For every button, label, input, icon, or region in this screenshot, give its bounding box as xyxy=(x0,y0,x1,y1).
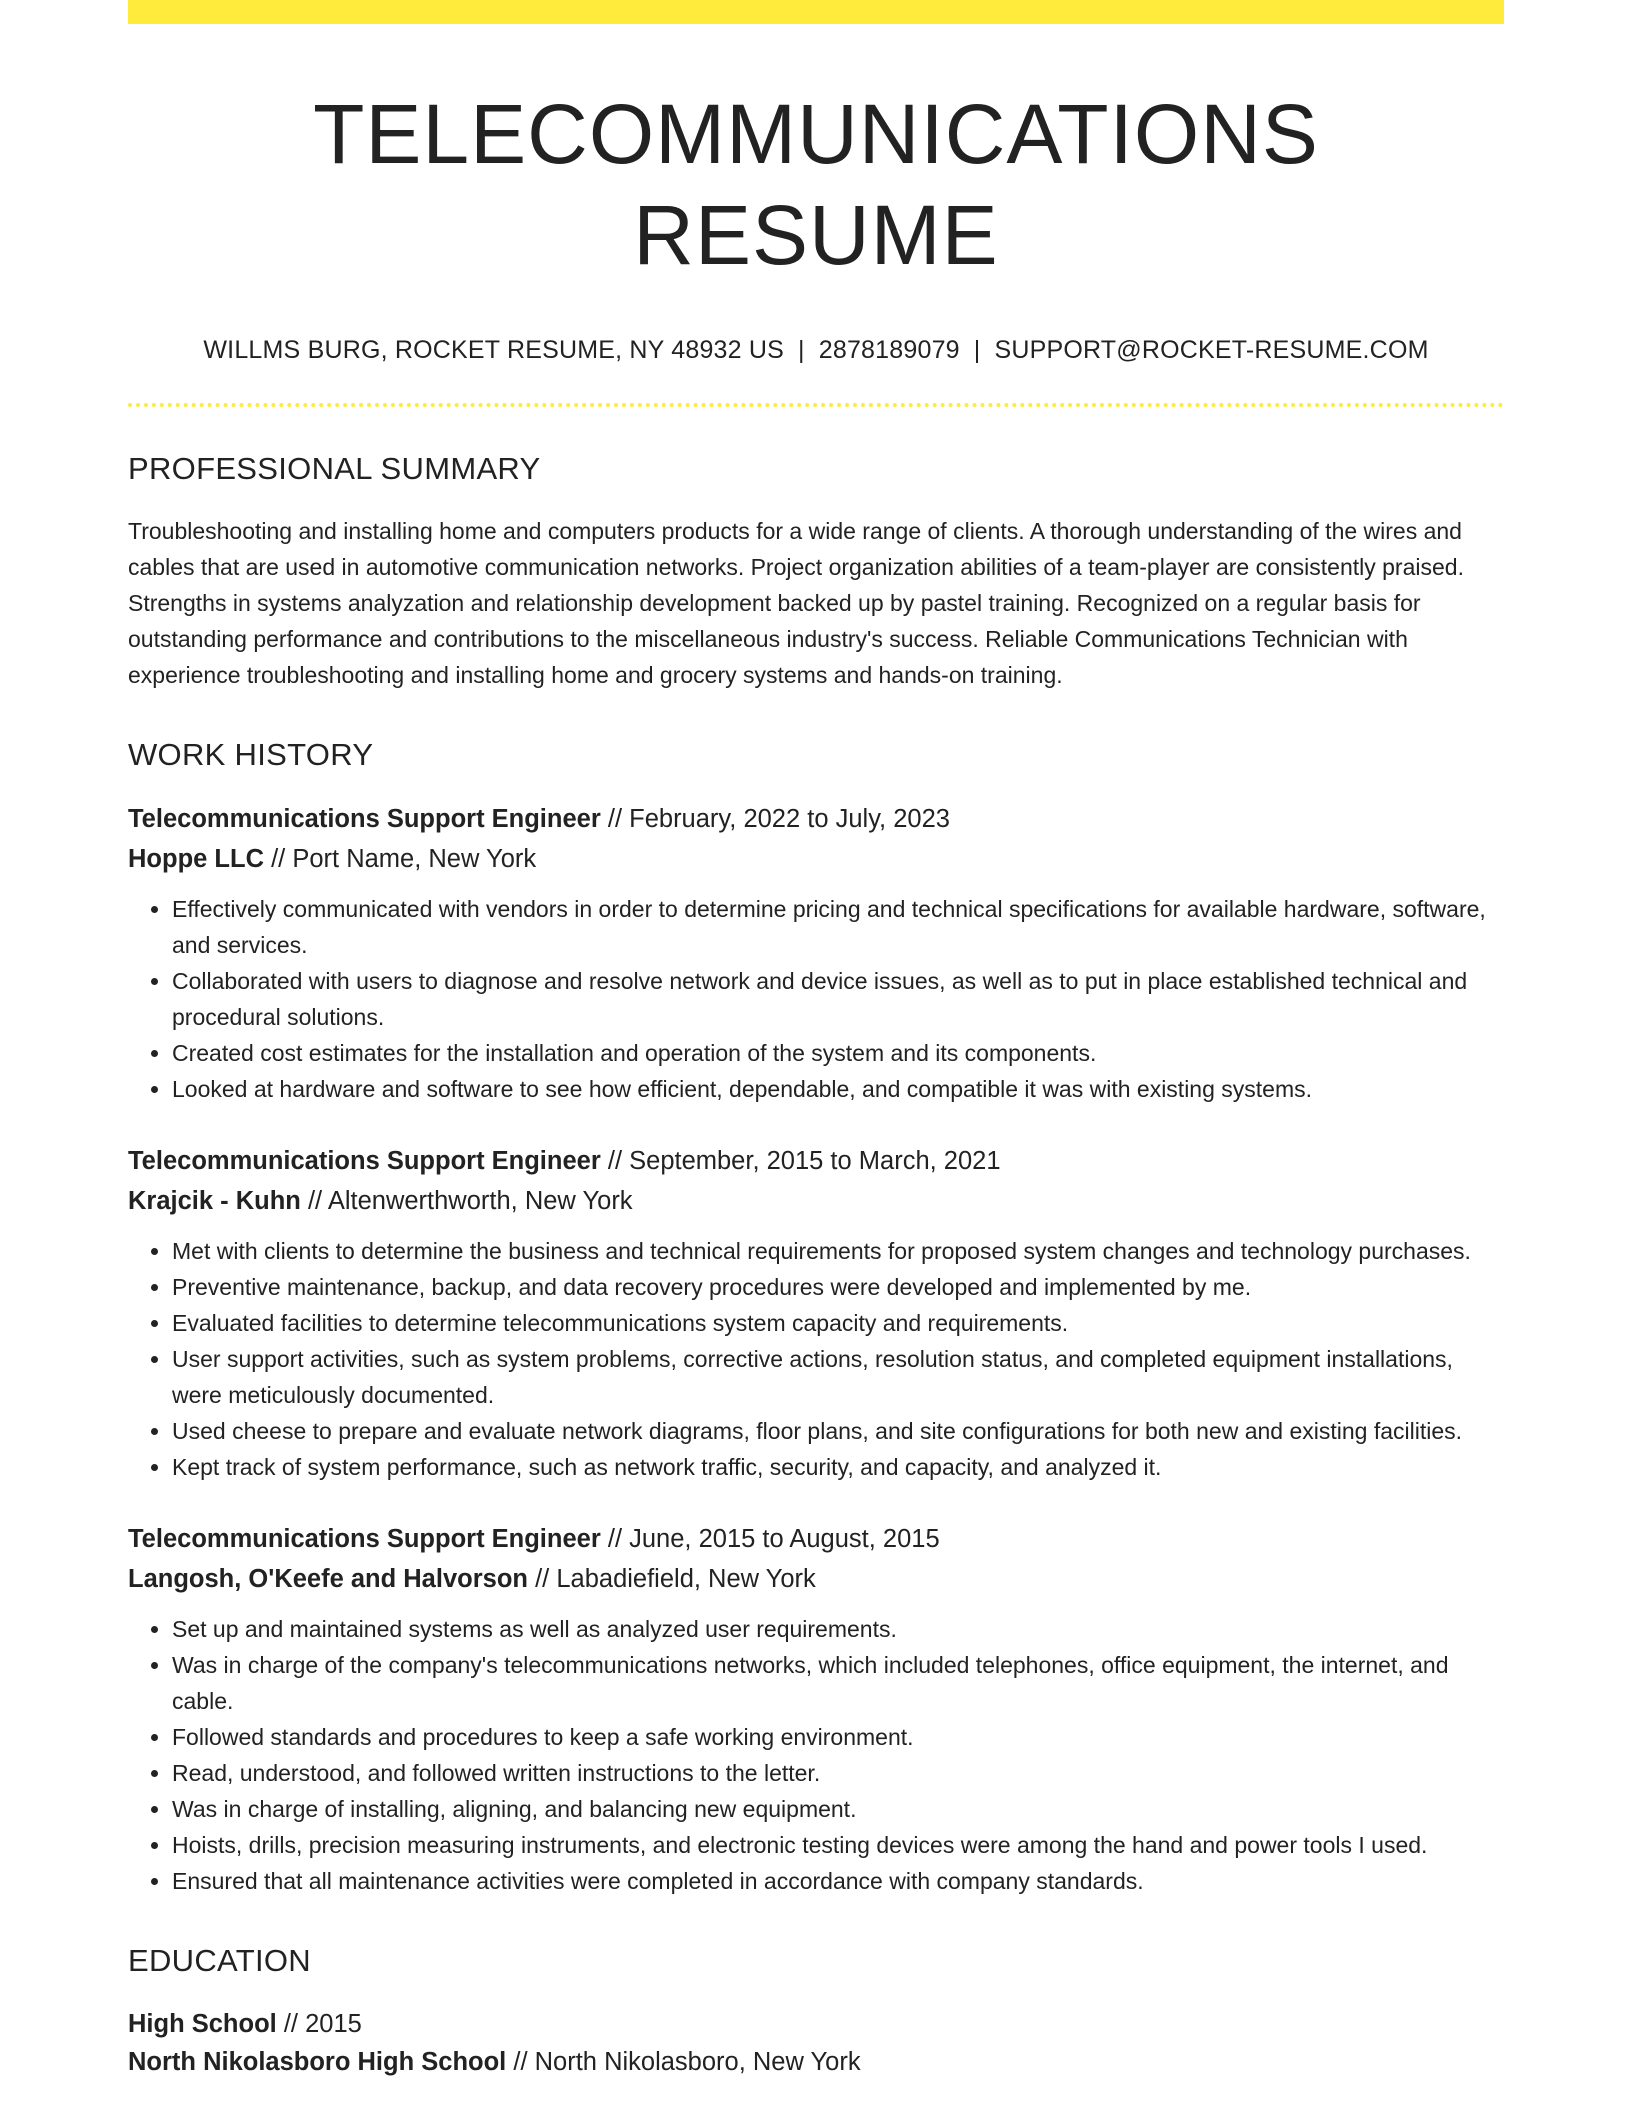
summary-heading: PROFESSIONAL SUMMARY xyxy=(128,450,541,486)
contact-separator: | xyxy=(973,335,981,364)
resume-page xyxy=(128,0,1504,2081)
job-separator: // xyxy=(271,844,286,873)
list-item: • User support activities, such as system problems, corrective actions, resolution status, and completed equipment installations, were meticulously documented. xyxy=(172,1341,1504,1413)
job-title-line xyxy=(128,1141,1504,1181)
work-history-list xyxy=(128,799,1504,1899)
job-entry xyxy=(128,1519,1504,1899)
job-separator: // xyxy=(607,1146,623,1175)
list-item: • Effectively communicated with vendors in order to determine pricing and technical specifications for available hardware, software, and services. xyxy=(172,891,1504,963)
job-company-line xyxy=(128,1181,1504,1221)
education-degree: High School xyxy=(128,2009,277,2038)
list-item: • Hoists, drills, precision measuring instruments, and electronic testing devices were among the hand and power tools I used. xyxy=(172,1827,1504,1863)
job-bullet-list xyxy=(128,1611,1504,1899)
job-bullet-list xyxy=(128,1233,1504,1485)
education-school-line xyxy=(128,2043,1504,2081)
education-school: North Nikolasboro High School xyxy=(128,2047,507,2076)
education-year: 2015 xyxy=(305,2009,362,2038)
contact-email: SUPPORT@ROCKET-RESUME.COM xyxy=(994,335,1429,364)
list-item: • Met with clients to determine the business and technical requirements for proposed system changes and technology purchases. xyxy=(172,1233,1504,1269)
job-title-line xyxy=(128,799,1504,839)
list-item: • Looked at hardware and software to see how efficient, dependable, and compatible it was with existing systems. xyxy=(172,1071,1504,1107)
job-title: Telecommunications Support Engineer xyxy=(128,804,601,833)
work-history-heading: WORK HISTORY xyxy=(128,736,374,772)
page-title: TELECOMMUNICATIONS RESUME xyxy=(313,87,1319,282)
job-location: Port Name, New York xyxy=(292,844,537,873)
job-dates: February, 2022 to July, 2023 xyxy=(629,804,950,833)
list-item: • Kept track of system performance, such as network traffic, security, and capacity, and analyzed it. xyxy=(172,1449,1504,1485)
summary-text: Troubleshooting and installing home and computers products for a wide range of clients. A thorough understanding of the wires and cables that are used in automotive communication networks. Project organization abilities of a team-player are consistently praised. Strengths in systems analyzation and relationship development backed up by pastel training. Recognized on a regular basis for outstanding performance and contributions to the miscellaneous industry's success. Reliable Communications Technician with experience troubleshooting and installing home and grocery systems and hands-on training. xyxy=(128,517,1464,688)
job-location: Labadiefield, New York xyxy=(556,1564,816,1593)
dotted-divider xyxy=(128,403,1504,407)
job-title-line xyxy=(128,1519,1504,1559)
job-separator: // xyxy=(607,1524,623,1553)
education-degree-line xyxy=(128,2005,1504,2043)
list-item: • Was in charge of the company's telecommunications networks, which included telephones, office equipment, the internet, and cable. xyxy=(172,1647,1504,1719)
job-dates: June, 2015 to August, 2015 xyxy=(629,1524,940,1553)
list-item: • Ensured that all maintenance activities were completed in accordance with company standards. xyxy=(172,1863,1504,1899)
job-company: Krajcik - Kuhn xyxy=(128,1186,301,1215)
job-separator: // xyxy=(535,1564,550,1593)
job-entry xyxy=(128,1141,1504,1485)
job-company-line xyxy=(128,839,1504,879)
list-item: • Was in charge of installing, aligning, and balancing new equipment. xyxy=(172,1791,1504,1827)
contact-phone: 2878189079 xyxy=(818,335,960,364)
job-title: Telecommunications Support Engineer xyxy=(128,1524,601,1553)
education-separator: // xyxy=(513,2047,528,2076)
list-item: • Followed standards and procedures to keep a safe working environment. xyxy=(172,1719,1504,1755)
job-separator: // xyxy=(607,804,623,833)
contact-line xyxy=(128,336,1504,365)
contact-separator: | xyxy=(798,335,805,364)
job-company: Hoppe LLC xyxy=(128,844,264,873)
education-entry xyxy=(128,2005,1504,2081)
job-company-line xyxy=(128,1559,1504,1599)
job-bullet-list xyxy=(128,891,1504,1107)
job-dates: September, 2015 to March, 2021 xyxy=(629,1146,1001,1175)
list-item: • Preventive maintenance, backup, and data recovery procedures were developed and implemented by me. xyxy=(172,1269,1504,1305)
job-company: Langosh, O'Keefe and Halvorson xyxy=(128,1564,528,1593)
list-item: • Set up and maintained systems as well as analyzed user requirements. xyxy=(172,1611,1504,1647)
job-location: Altenwerthworth, New York xyxy=(327,1186,633,1215)
job-entry xyxy=(128,799,1504,1107)
job-separator: // xyxy=(307,1186,323,1215)
list-item: • Evaluated facilities to determine telecommunications system capacity and requirements. xyxy=(172,1305,1504,1341)
accent-top-bar xyxy=(128,0,1504,24)
job-title: Telecommunications Support Engineer xyxy=(128,1146,601,1175)
education-location: North Nikolasboro, New York xyxy=(534,2047,861,2076)
list-item: • Used cheese to prepare and evaluate network diagrams, floor plans, and site configurations for both new and existing facilities. xyxy=(172,1413,1504,1449)
list-item: • Collaborated with users to diagnose and resolve network and device issues, as well as to put in place established technical and procedural solutions. xyxy=(172,963,1504,1035)
list-item: • Read, understood, and followed written instructions to the letter. xyxy=(172,1755,1504,1791)
list-item: • Created cost estimates for the installation and operation of the system and its components. xyxy=(172,1035,1504,1071)
education-separator: // xyxy=(283,2009,299,2038)
education-heading: EDUCATION xyxy=(128,1942,311,1978)
contact-address: WILLMS BURG, ROCKET RESUME, NY 48932 US xyxy=(203,335,785,364)
